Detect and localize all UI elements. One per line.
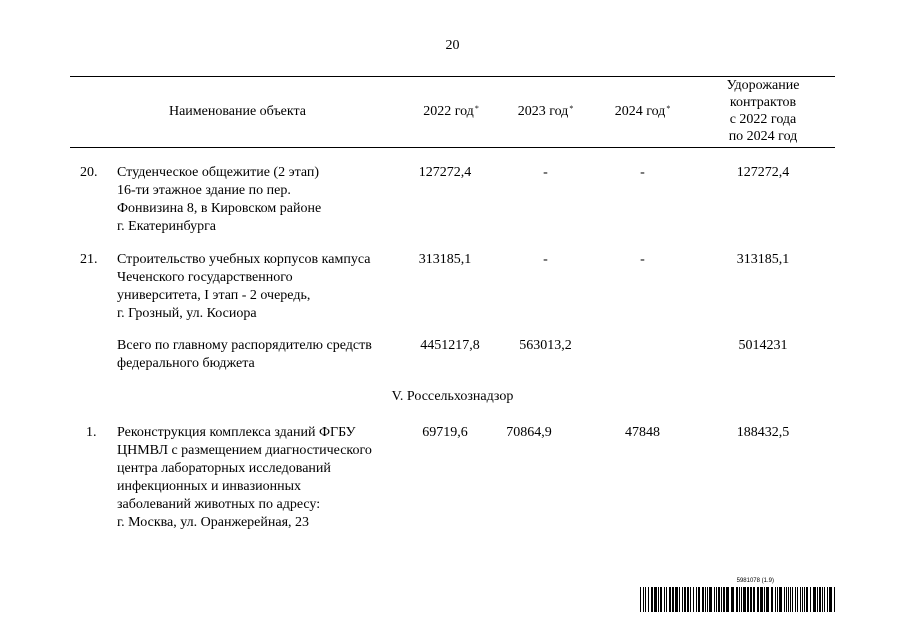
header-increase-line: контрактов: [729, 95, 797, 110]
header-increase-line: по 2024 год: [728, 129, 798, 144]
header-2024: [594, 103, 691, 120]
row-name-line: Строительство учебных корпусов кампуса: [117, 252, 371, 267]
value-2022: 127272,4: [418, 165, 472, 180]
subtotal-label: [117, 337, 407, 373]
header-2023-star: *: [569, 104, 574, 113]
header-2023: [497, 103, 594, 120]
header-2023-label: 2023 год: [517, 104, 569, 119]
header-name: Наименование объекта: [168, 104, 307, 119]
barcode-text: 5981078 (1.9): [736, 578, 774, 584]
subtotal-label-line: Всего по главному распорядителю средств: [117, 338, 372, 353]
value-2023: 70864,9: [506, 425, 552, 440]
row-number: 21.: [80, 252, 98, 267]
row-name: [117, 424, 405, 532]
header-2022: [405, 103, 497, 120]
header-increase: [691, 77, 835, 145]
header-2022-label: 2022 год: [423, 104, 474, 119]
value-2023: -: [543, 252, 548, 267]
row-name-line: Фонвизина 8, в Кировском районе: [117, 201, 322, 216]
row-name-line: 16-ти этажное здание по пер.: [117, 183, 291, 198]
subtotal-total: 5014231: [738, 338, 788, 353]
section-heading: V. Россельхознадзор: [391, 389, 514, 404]
row-name-line: Чеченского государственного: [117, 270, 293, 285]
row-number: 1.: [86, 425, 97, 440]
row-name-line: г. Москва, ул. Оранжерейная, 23: [117, 515, 310, 530]
row-number: 20.: [80, 165, 98, 180]
row-name-line: ЦНМВЛ с размещением диагностического: [117, 443, 372, 458]
header-increase-line: с 2022 года: [729, 112, 797, 127]
header-2022-star: *: [474, 104, 479, 113]
row-name: [117, 251, 405, 323]
row-name-line: Студенческое общежитие (2 этап): [117, 165, 320, 180]
row-name-line: заболеваний животных по адресу:: [117, 497, 321, 512]
row-name: [117, 164, 405, 236]
value-total: 313185,1: [736, 252, 790, 267]
subtotal-label-line: федерального бюджета: [117, 356, 255, 371]
value-total: 127272,4: [736, 165, 790, 180]
value-2024: -: [640, 252, 645, 267]
barcode-icon: [640, 587, 836, 612]
value-total: 188432,5: [736, 425, 790, 440]
value-2024: 47848: [625, 425, 660, 440]
page-number: 20: [445, 38, 460, 53]
subtotal-2022: 4451217,8: [420, 338, 480, 353]
row-name-line: центра лабораторных исследований: [117, 461, 331, 476]
value-2023: -: [543, 165, 548, 180]
value-2022: 313185,1: [418, 252, 472, 267]
subtotal-2023: 563013,2: [519, 338, 572, 353]
value-2024: -: [640, 165, 645, 180]
row-name-line: г. Грозный, ул. Косиора: [117, 306, 257, 321]
row-name-line: инфекционных и инвазионных: [117, 479, 301, 494]
header-2024-label: 2024 год: [614, 104, 666, 119]
row-name-line: университета, I этап - 2 очередь,: [117, 288, 311, 303]
table-header-rule: [70, 147, 835, 148]
row-name-line: Реконструкция комплекса зданий ФГБУ: [117, 425, 356, 440]
row-name-line: г. Екатеринбурга: [117, 219, 217, 234]
header-2024-star: *: [666, 104, 671, 113]
value-2022: 69719,6: [422, 425, 468, 440]
header-increase-line: Удорожание: [726, 78, 800, 93]
barcode: [640, 578, 836, 614]
